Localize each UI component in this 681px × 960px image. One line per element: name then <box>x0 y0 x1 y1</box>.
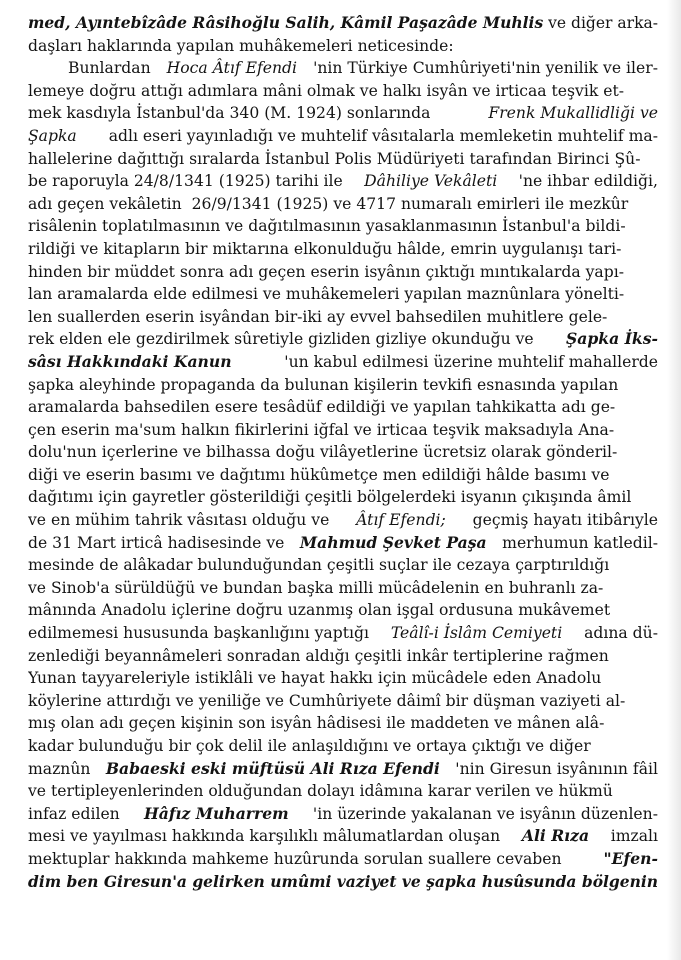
text-line <box>28 486 658 509</box>
text-line <box>28 577 658 600</box>
text-line <box>28 848 658 871</box>
text-line <box>28 215 658 238</box>
text-line <box>28 509 658 532</box>
text-run: mesinde de alâkadar bulunduğundan çeşitli suçlar ile cezaya çarptırıldığı <box>28 556 610 575</box>
emphasized-text: dim ben Giresun'a gelirken umûmi vaziyet ve şapka husûsunda bölgenin <box>28 871 658 891</box>
text-line <box>28 441 658 464</box>
text-line <box>28 351 658 374</box>
emphasized-text: sâsı Hakkındaki Kanun <box>28 351 232 371</box>
text-run: len suallerden eserin isyândan bir-iki ay evvel bahsedilen muhitlere gele- <box>28 307 608 326</box>
text-line <box>28 306 658 329</box>
emphasized-text: med, Ayıntebîzâde Râsihoğlu Salih, Kâmil Paşazâde Muhlis <box>28 13 544 32</box>
text-run: dağıtımı için gayretler gösterildiği çeşitli bölgelerdeki isyanın çıkışında âmil <box>28 488 632 507</box>
emphasized-text: Mahmud Şevket Paşa <box>299 532 487 552</box>
text-run: de 31 Mart irticâ hadisesinde ve <box>28 533 290 552</box>
text-run: imzalı <box>605 827 658 846</box>
text-line <box>28 645 658 668</box>
text-run: risâlenin toplatılmasının ve dağıtılmasının yasaklanmasının İstanbul'a bildi- <box>28 217 626 236</box>
text-line <box>28 102 658 125</box>
text-run: lan aramalarda elde edilmesi ve muhâkemeleri yapılan maznûnlara yönelti- <box>28 285 625 304</box>
text-run: aramalarda bahsedilen esere tesâdüf edildiği ve yapılan tahkikatta adı ge- <box>28 398 616 417</box>
emphasized-text: Hâfız Muharrem <box>144 803 289 823</box>
text-run: adlı eseri yayınladığı ve muhtelif vâsıtalarla memleketin muhtelif ma- <box>103 126 658 145</box>
text-run: mek kasdıyla İstanbul'da 340 (M. 1924) sonlarında <box>28 104 436 123</box>
text-line <box>28 690 658 713</box>
text-run: infaz edilen <box>28 804 125 823</box>
text-line <box>28 780 658 803</box>
text-run: şapka aleyhinde propaganda da bulunan kişilerin tevkifi esnasında yapılan <box>28 375 619 394</box>
text-run: edilmemesi hususunda başkanlığını yaptığı <box>28 624 374 643</box>
text-run: ve tertipleyenlerinden olduğundan dolayı idâmına karar verilen ve hükmü <box>28 782 613 801</box>
text-run: zenlediği beyannâmeleri sonradan aldığı çeşitli inkâr tertiplerine rağmen <box>28 646 609 665</box>
text-run: ve en mühim tahrik vâsıtası olduğu ve <box>28 511 335 530</box>
text-line <box>28 328 658 351</box>
page-text <box>28 12 658 893</box>
text-line <box>28 712 658 735</box>
text-run: dolu'nun içerlerine ve bilhassa doğu vilâyetlerine ücretsiz olarak gönderil- <box>28 443 618 462</box>
emphasized-text: Şapka İks- <box>566 329 658 349</box>
text-run: ve diğer arka- <box>543 14 658 32</box>
text-line <box>28 80 658 103</box>
text-line <box>28 238 658 261</box>
text-run: 'un kabul edilmesi üzerine muhtelif mahallerde <box>284 352 658 371</box>
text-line <box>28 419 658 442</box>
text-run: rildiği ve kitapların bir miktarına elkonulduğu hâlde, emrin uygulanışı tari- <box>28 239 622 258</box>
text-run: kadar bulunduğu bir çok delil ile anlaşıldığını ve ortaya çıktığı ve diğer <box>28 737 591 755</box>
text-run: 'nin Giresun isyânının fâil <box>450 759 658 778</box>
emphasized-text: Dâhiliye Vekâleti <box>364 172 498 191</box>
text-line <box>28 667 658 690</box>
text-run: mânında Anadolu içlerine doğru uzanmış olan işgal ordusuna mukâvemet <box>28 601 611 620</box>
text-run: köylerine attırdığı ve yeniliğe ve Cumhûriyete dâimî bir düşman vaziyeti al- <box>28 691 626 710</box>
text-line <box>28 871 658 894</box>
text-run: merhumun katledil- <box>497 533 658 552</box>
text-line <box>28 125 658 148</box>
emphasized-text: Teâlî-i İslâm Cemiyeti <box>390 624 563 643</box>
page-edge-shadow <box>667 0 681 960</box>
emphasized-text: Babaeski eski müftüsü Ali Rıza Efendi <box>105 758 440 778</box>
text-run: hallelerine dağıttığı sıralarda İstanbul Polis Müdüriyeti tarafından Birinci Şû- <box>28 149 641 168</box>
text-line <box>28 825 658 848</box>
text-run: hinden bir müddet sonra adı geçen eserin isyânın çıktığı mıntıkalarda yapı- <box>28 262 624 281</box>
text-run: mektuplar hakkında mahkeme huzûrunda sorulan suallere cevaben <box>28 849 567 868</box>
text-run: daşları haklarında yapılan muhâkemeleri neticesinde: <box>28 36 454 55</box>
text-line <box>28 622 658 645</box>
text-run: ve Sinob'a sürüldüğü ve bundan başka milli mücâdelenin en buhranlı za- <box>28 578 604 597</box>
text-run: be raporuyla 24/8/1341 (1925) tarihi ile <box>28 172 348 191</box>
text-line <box>28 599 658 622</box>
text-run: 'ne ihbar edildiği, <box>513 172 658 191</box>
text-run: maznûn <box>28 759 96 778</box>
text-line <box>28 35 658 58</box>
text-line <box>28 12 658 35</box>
text-run: rek elden ele gezdirilmek sûretiyle gizliden gizliye okunduğu ve <box>28 330 539 349</box>
emphasized-text: Frenk Mukallidliği ve <box>488 104 658 123</box>
text-run: 'in üzerinde yakalanan ve isyânın düzenlen- <box>307 804 658 823</box>
text-run: geçmiş hayatı itibârıyle <box>467 511 658 530</box>
emphasized-text: Âtıf Efendi; <box>356 511 446 530</box>
text-line <box>28 532 658 555</box>
text-run: adına dü- <box>579 624 658 643</box>
text-line <box>28 193 658 216</box>
text-line <box>28 374 658 397</box>
text-line <box>28 735 658 758</box>
text-line <box>28 261 658 284</box>
text-line <box>28 57 658 80</box>
text-run: mış olan adı geçen kişinin son isyân hâdisesi ile maddeten ve mânen alâ- <box>28 714 605 733</box>
text-run: çen eserin ma'sum halkın fikirlerini iğfal ve irticaa teşvik maksadıyla Ana- <box>28 420 615 439</box>
text-run: Yunan tayyareleriyle istiklâli ve hayat hakkı için mücâdele eden Anadolu <box>28 669 602 688</box>
text-line <box>28 464 658 487</box>
emphasized-text: Ali Rıza <box>521 826 590 846</box>
text-run: diği ve eserin basımı ve dağıtımı hükûmetçe men edildiği hâlde basımı ve <box>28 465 610 484</box>
text-line <box>28 170 658 193</box>
text-run: mesi ve yayılması hakkında karşılıklı mâlumatlardan oluşan <box>28 827 506 846</box>
text-line <box>28 554 658 577</box>
text-run: adı geçen vekâletin 26/9/1341 (1925) ve 4717 numaralı emirleri ile mezkûr <box>28 194 629 213</box>
text-line <box>28 758 658 781</box>
text-line <box>28 803 658 826</box>
text-run: Bunlardan <box>68 59 156 78</box>
emphasized-text: "Efen- <box>603 848 658 868</box>
text-line <box>28 283 658 306</box>
text-line <box>28 148 658 171</box>
emphasized-text: Şapka <box>28 126 77 145</box>
text-run: 'nin Türkiye Cumhûriyeti'nin yenilik ve iler- <box>308 59 658 78</box>
text-line <box>28 396 658 419</box>
text-run: lemeye doğru attığı adımlara mâni olmak ve halkı isyân ve irticaa teşvik et- <box>28 81 625 100</box>
emphasized-text: Hoca Âtıf Efendi <box>166 59 298 78</box>
